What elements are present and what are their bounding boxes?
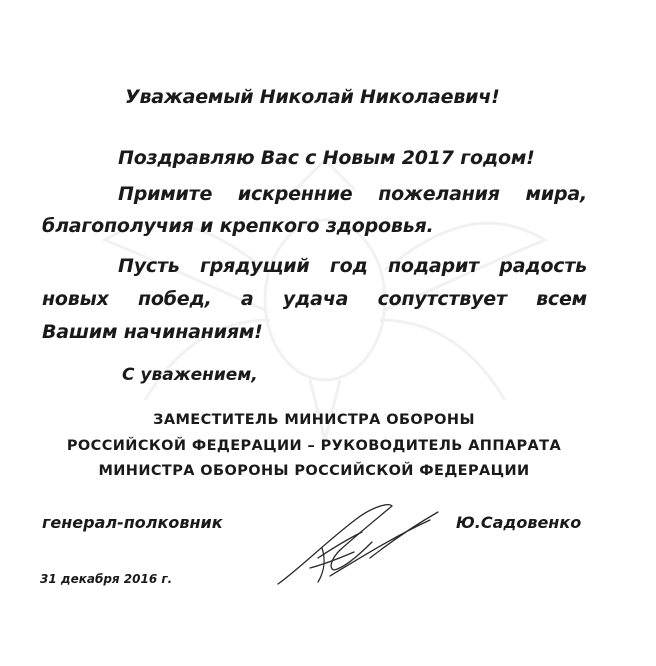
signer-name: Ю.Садовенко — [456, 513, 582, 532]
body-line-2: Примите искренние пожелания мира, — [118, 183, 587, 205]
signer-title-line-1: ЗАМЕСТИТЕЛЬ МИНИСТРА ОБОРОНЫ — [153, 412, 475, 428]
handwritten-signature — [270, 498, 440, 590]
signer-title-line-3: МИНИСТРА ОБОРОНЫ РОССИЙСКОЙ ФЕДЕРАЦИИ — [98, 463, 530, 479]
closing: С уважением, — [122, 365, 258, 385]
body-line-6: Вашим начинаниям! — [42, 321, 263, 343]
body-line-1: Поздравляю Вас с Новым 2017 годом! — [118, 147, 535, 169]
body-line-4: Пусть грядущий год подарит радость — [118, 255, 587, 277]
body-line-5: новых побед, а удача сопутствует всем — [42, 288, 587, 310]
body-line-3: благополучия и крепкого здоровья. — [42, 215, 434, 237]
greeting: Уважаемый Николай Николаевич! — [125, 86, 500, 108]
signer-title-line-2: РОССИЙСКОЙ ФЕДЕРАЦИИ – РУКОВОДИТЕЛЬ АППАРАТА — [66, 438, 562, 454]
signer-rank: генерал-полковник — [42, 513, 223, 532]
letter-date: 31 декабря 2016 г. — [40, 572, 173, 586]
